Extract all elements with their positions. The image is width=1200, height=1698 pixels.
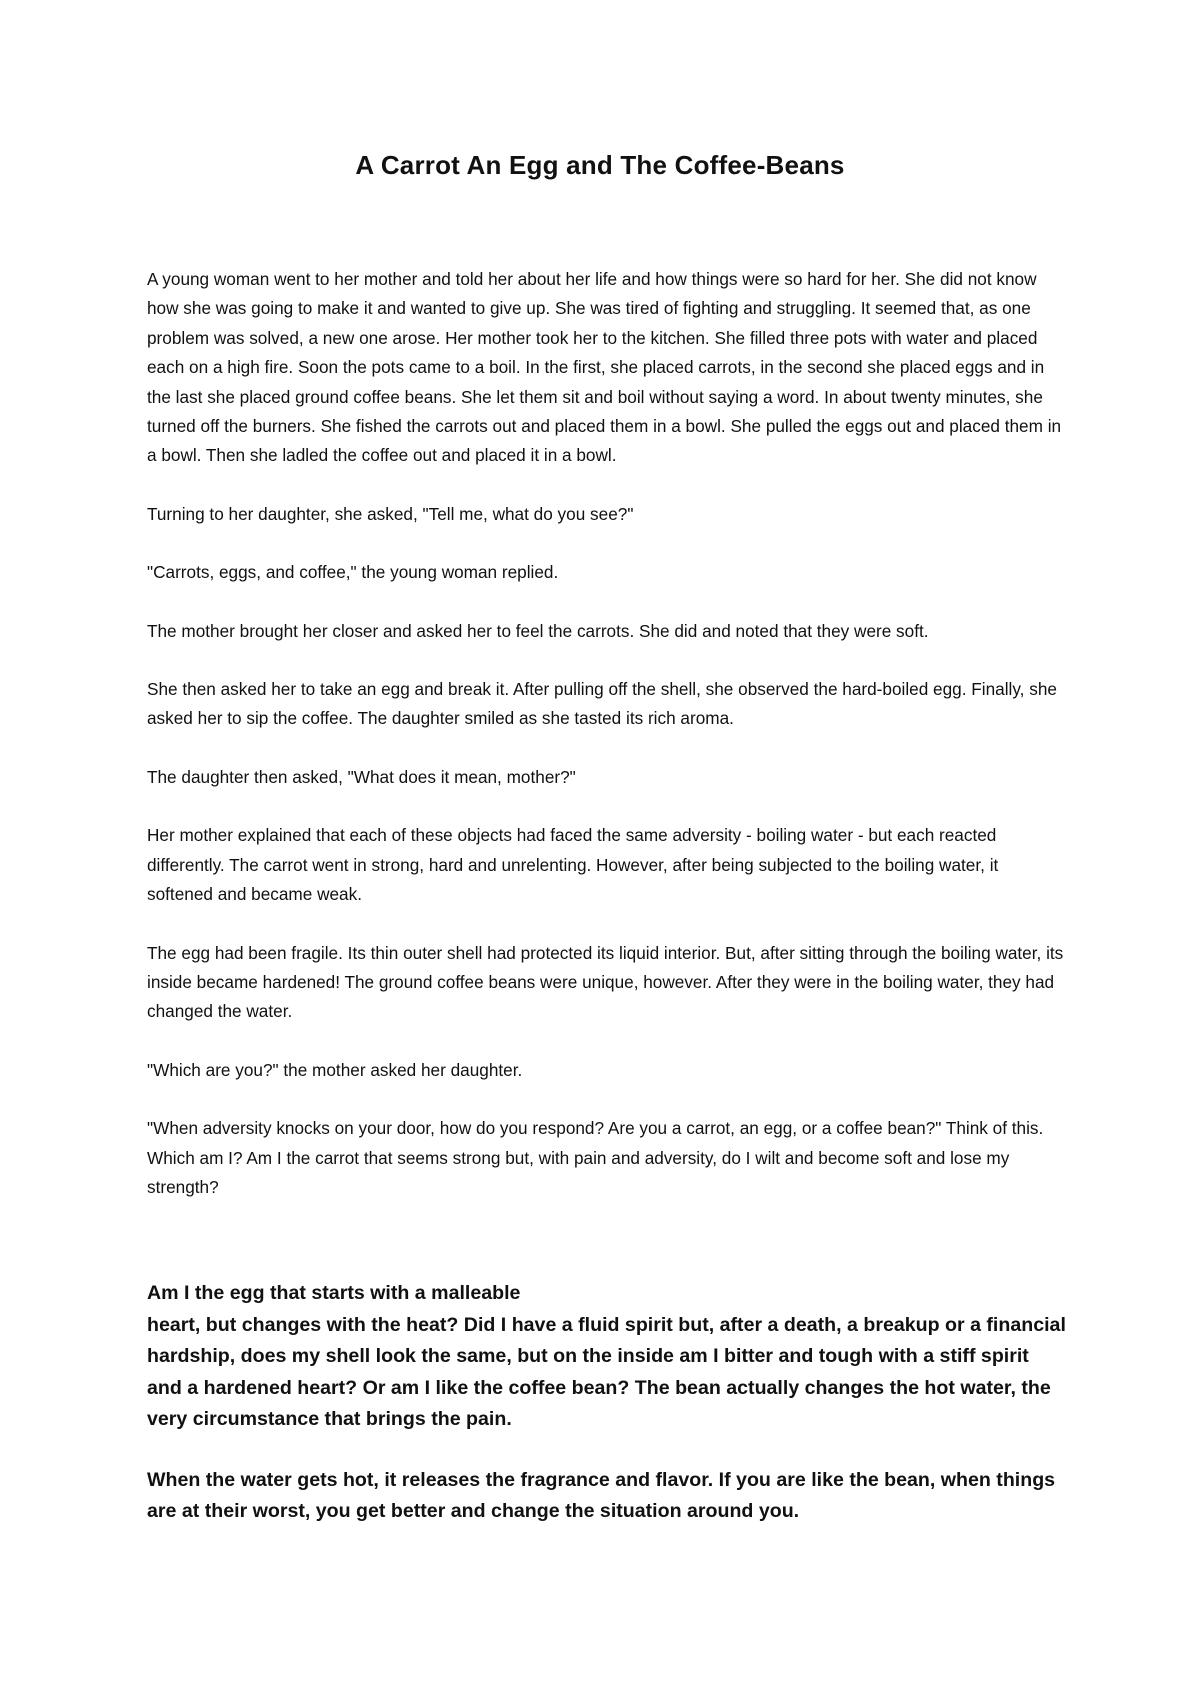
closing-section <box>147 1278 1067 1557</box>
paragraph: A young woman went to her mother and told her about her life and how things were so hard for her. She did not know how she was going to make it and wanted to give up. She was tired of fighting and struggling. It seemed that, as one problem was solved, a new one arose. Her mother took her to the kitchen. She filled three pots with water and placed each on a high fire. Soon the pots came to a boil. In the first, she placed carrots, in the second she placed eggs and in the last she placed ground coffee beans. She let them sit and boil without saying a word. In about twenty minutes, she turned off the burners. She fished the carrots out and placed them in a bowl. She pulled the eggs out and placed them in a bowl. Then she ladled the coffee out and placed it in a bowl. <box>147 269 1062 466</box>
paragraph: Her mother explained that each of these objects had faced the same adversity - boiling water - but each reacted differently. The carrot went in strong, hard and unrelenting. However, after being subjected to the boiling water, it softened and became weak. <box>147 825 999 905</box>
document-body <box>147 265 1067 1231</box>
paragraph: The egg had been fragile. Its thin outer shell had protected its liquid interior. But, after sitting through the boiling water, its inside became hardened! The ground coffee beans were unique, however. After they were in the boiling water, they had changed the water. <box>147 942 1064 1022</box>
paragraph: "Which are you?" the mother asked her daughter. <box>147 1059 523 1080</box>
closing-final-paragraph: When the water gets hot, it releases the fragrance and flavor. If you are like the bean, when things are at their worst, you get better and change the situation around you. <box>147 1468 1056 1522</box>
paragraph: The daughter then asked, "What does it mean, mother?" <box>147 766 576 787</box>
paragraph: "Carrots, eggs, and coffee," the young woman replied. <box>147 562 559 583</box>
paragraph: She then asked her to take an egg and break it. After pulling off the shell, she observed the hard-boiled egg. Finally, she asked her to sip the coffee. The daughter smiled as she tasted its rich aroma. <box>147 679 1057 729</box>
paragraph: The mother brought her closer and asked her to feel the carrots. She did and noted that they were soft. <box>147 620 929 641</box>
paragraph: "When adversity knocks on your door, how do you respond? Are you a carrot, an egg, or a coffee bean?" Think of this. Which am I? Am I the carrot that seems strong but, with pain and adversity, do I wilt and become soft and lose my strength? <box>147 1118 1044 1197</box>
paragraph: Turning to her daughter, she asked, "Tell me, what do you see?" <box>147 503 634 524</box>
closing-continuation: heart, but changes with the heat? Did I have a fluid spirit but, after a death, a breakup or a financial hardship, does my shell look the same, but on the inside am I bitter and tough with a stiff spirit and a hardened heart? Or am I like the coffee bean? The bean actually changes the hot water, the very circumstance that brings the pain. <box>147 1313 1066 1430</box>
closing-lead-line: Am I the egg that starts with a malleable <box>147 1282 521 1304</box>
closing-paragraph <box>147 1278 1067 1436</box>
document-title: A Carrot An Egg and The Coffee-Beans <box>355 150 845 180</box>
